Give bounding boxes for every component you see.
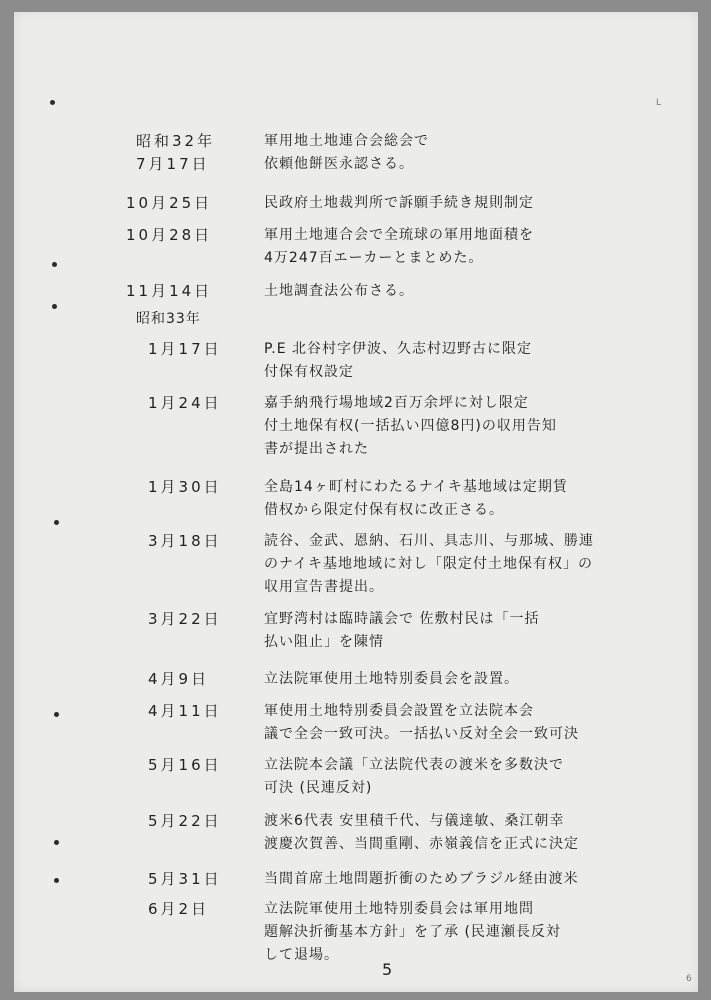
- punch-hole: [54, 520, 59, 525]
- entry-date-line: 3月18日: [148, 532, 222, 550]
- entry-description-line: 可決 (民連反対): [264, 780, 373, 796]
- entry-description: [264, 530, 684, 599]
- entry-description: [264, 130, 684, 176]
- entry-description: [264, 668, 684, 691]
- entry-description-line: 4万247百エーカーとまとめた。: [264, 250, 484, 266]
- entry-date: [148, 810, 222, 833]
- entry-description: [264, 754, 684, 800]
- punch-hole: [52, 304, 57, 309]
- entry-description: [264, 898, 684, 967]
- entry-description-line: 依頼他餅医永認さる。: [264, 156, 414, 172]
- corner-mark-top: L: [656, 98, 662, 108]
- entry-date-line: 5月16日: [148, 756, 222, 774]
- entry-date: [148, 754, 222, 777]
- entry-date-line: 1月17日: [148, 340, 222, 358]
- entry-description: [264, 700, 684, 746]
- entry-description: [264, 392, 684, 461]
- entry-date-line: 1月30日: [148, 478, 222, 496]
- entry-date: [148, 476, 222, 499]
- page-number: 5: [382, 960, 393, 979]
- entry-description: [264, 338, 684, 384]
- entry-description: [264, 476, 684, 522]
- entry-description-line: 全島14ヶ町村にわたるナイキ基地域は定期賃: [264, 479, 568, 495]
- entry-description-line: 収用宣告書提出。: [264, 579, 384, 595]
- entry-description: [264, 868, 684, 891]
- entry-date: [136, 130, 215, 176]
- entry-date: [126, 224, 212, 247]
- entry-description: [264, 192, 684, 215]
- entry-date: [148, 898, 209, 921]
- entry-description-line: のナイキ基地地域に対し「限定付土地保有权」の: [264, 556, 594, 572]
- punch-hole: [52, 262, 57, 267]
- entry-description: [264, 224, 684, 270]
- entry-description-line: 読谷、金武、恩納、石川、具志川、与那城、勝連: [264, 533, 594, 549]
- entry-date-line: 6月2日: [148, 900, 210, 918]
- entry-date-line: 3月22日: [148, 610, 222, 628]
- entry-date: [148, 608, 222, 631]
- entry-date: [148, 530, 222, 553]
- document-page: [14, 12, 698, 992]
- entry-description-line: 軍用土地連合会で全琉球の軍用地面積を: [264, 227, 534, 243]
- entry-description: [264, 810, 684, 856]
- entry-date-line: 10月28日: [126, 226, 213, 244]
- entry-description-line: 渡米6代表 安里積千代、与儀達敏、桑江朝幸: [264, 813, 565, 829]
- entry-date: [148, 700, 222, 723]
- entry-description-line: 立法院本会議「立法院代表の渡米を多数決で: [264, 757, 564, 773]
- entry-date-line: 1月24日: [148, 394, 222, 412]
- punch-hole: [54, 840, 59, 845]
- entry-date: [148, 868, 222, 891]
- entry-description-line: 民政府土地裁判所で訴願手続き規則制定: [264, 195, 534, 211]
- entry-description-line: 軍用地土地連合会総会で: [264, 133, 429, 149]
- entry-description-line: 土地調査法公布さる。: [264, 283, 414, 299]
- entry-description-line: 渡慶次賀善、当間重剛、赤嶺義信を正式に決定: [264, 836, 579, 852]
- entry-date-line: 4月11日: [148, 702, 222, 720]
- entry-description: [264, 280, 684, 303]
- entry-description-line: 宜野湾村は臨時議会で 佐敷村民は「一括: [264, 611, 540, 627]
- year-heading: 昭和33年: [136, 311, 201, 327]
- entry-date-line: 5月22日: [148, 812, 222, 830]
- entry-description-line: 書が提出された: [264, 441, 369, 457]
- punch-hole: [54, 878, 59, 883]
- entry-date-line: 5月31日: [148, 870, 222, 888]
- entry-description-line: 借权から限定付保有权に改正さる。: [264, 502, 504, 518]
- entry-date: [148, 668, 209, 691]
- entry-description-line: 軍使用土地特別委員会設置を立法院本会: [264, 703, 534, 719]
- entry-description-line: P.E 北谷村字伊波、久志村辺野古に限定: [264, 341, 533, 357]
- entry-date-line: 11月14日: [126, 282, 213, 300]
- entry-description-line: 題解決折衝基本方針」を了承 (民連瀬長反対: [264, 924, 561, 940]
- entry-description-line: 立法院軍使用土地特別委員会は軍用地問: [264, 901, 534, 917]
- entry-description: [264, 608, 684, 654]
- entry-description-line: 当間首席土地問題折衝のためブラジル経由渡米: [264, 871, 579, 887]
- entry-date-line: 昭和32年: [136, 132, 216, 150]
- punch-hole: [50, 100, 55, 105]
- entry-description-line: 払い阻止」を陳情: [264, 634, 384, 650]
- punch-hole: [54, 712, 59, 717]
- entry-description-line: 付土地保有权(一括払い四億8円)の収用告知: [264, 418, 557, 434]
- entry-date: [126, 280, 212, 303]
- corner-mark-bottom: 6: [686, 974, 692, 984]
- entry-date: [148, 392, 222, 415]
- entry-description-line: 議で全会一致可決。一括払い反対全会一致可決: [264, 726, 579, 742]
- entry-date-line: 7月17日: [136, 155, 210, 173]
- entry-description-line: 付保有权設定: [264, 364, 354, 380]
- entry-description-line: して退場。: [264, 947, 339, 963]
- entry-description-line: 立法院軍使用土地特別委員会を設置。: [264, 671, 519, 687]
- entry-description-line: 嘉手納飛行場地域2百万余坪に対し限定: [264, 395, 529, 411]
- entry-date: [148, 338, 222, 361]
- entry-date-line: 4月9日: [148, 670, 210, 688]
- entry-date: [126, 192, 212, 215]
- entry-date-line: 10月25日: [126, 194, 213, 212]
